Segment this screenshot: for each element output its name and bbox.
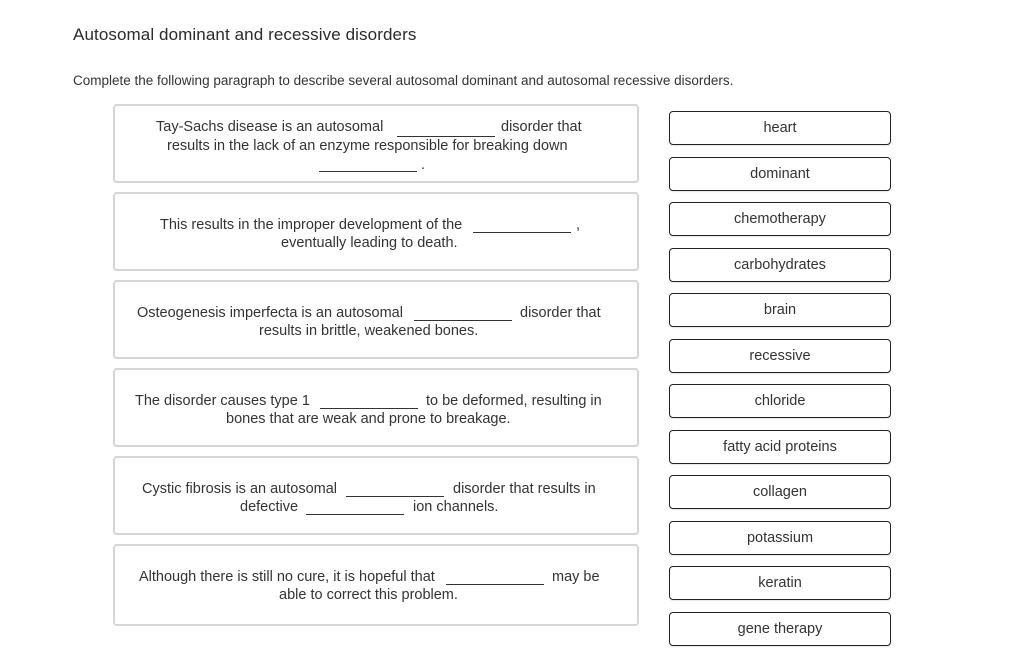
sentence-text: defective: [240, 499, 299, 515]
sentence-text: may be: [552, 569, 600, 585]
sentence-text: Tay-Sachs disease is an autosomal: [156, 119, 384, 135]
sentence-text: .: [421, 157, 426, 173]
sentence-text: bones that are weak and prone to breakage.: [226, 411, 511, 427]
choice-carbohydrates[interactable]: carbohydrates: [669, 248, 891, 282]
choice-gene-therapy[interactable]: gene therapy: [669, 612, 891, 646]
drop-blank[interactable]: [346, 496, 444, 497]
sentence-text: ,: [576, 217, 581, 233]
sentence-box-4: [113, 368, 639, 447]
choice-heart[interactable]: heart: [669, 111, 891, 145]
sentence-text: results in the lack of an enzyme responsible for breaking down: [167, 138, 568, 154]
sentence-box-1: [113, 104, 639, 183]
choice-collagen[interactable]: collagen: [669, 475, 891, 509]
choice-recessive[interactable]: recessive: [669, 339, 891, 373]
sentence-box-5: [113, 456, 639, 535]
drop-blank[interactable]: [397, 136, 495, 137]
sentence-text: disorder that: [520, 305, 601, 321]
sentence-box-6: [113, 544, 639, 626]
drop-blank[interactable]: [473, 232, 571, 233]
sentence-text: This results in the improper development of the: [160, 217, 463, 233]
sentence-text: disorder that: [501, 119, 582, 135]
drop-blank[interactable]: [446, 584, 544, 585]
choice-dominant[interactable]: dominant: [669, 157, 891, 191]
sentence-box-3: [113, 280, 639, 359]
sentence-text: disorder that results in: [453, 481, 596, 497]
instructions-text: Complete the following paragraph to describe several autosomal dominant and autosomal recessive disorders.: [73, 73, 734, 88]
drop-blank[interactable]: [306, 514, 404, 515]
choice-keratin[interactable]: keratin: [669, 566, 891, 600]
sentence-text: Osteogenesis imperfecta is an autosomal: [137, 305, 403, 321]
choice-potassium[interactable]: potassium: [669, 521, 891, 555]
sentence-text: The disorder causes type 1: [135, 393, 310, 409]
sentence-text: to be deformed, resulting in: [426, 393, 602, 409]
sentence-text: eventually leading to death.: [281, 235, 458, 251]
sentence-box-2: [113, 192, 639, 271]
sentence-text: able to correct this problem.: [279, 587, 458, 603]
drop-blank[interactable]: [320, 408, 418, 409]
drop-blank[interactable]: [414, 320, 512, 321]
sentence-text: ion channels.: [413, 499, 499, 515]
sentence-text: results in brittle, weakened bones.: [259, 323, 479, 339]
page-title: Autosomal dominant and recessive disorders: [73, 25, 417, 44]
sentence-text: Cystic fibrosis is an autosomal: [142, 481, 338, 497]
choice-brain[interactable]: brain: [669, 293, 891, 327]
choice-fatty-acid-proteins[interactable]: fatty acid proteins: [669, 430, 891, 464]
choice-chemotherapy[interactable]: chemotherapy: [669, 202, 891, 236]
choice-chloride[interactable]: chloride: [669, 384, 891, 418]
drop-blank[interactable]: [319, 171, 417, 172]
sentence-text: Although there is still no cure, it is hopeful that: [139, 569, 435, 585]
